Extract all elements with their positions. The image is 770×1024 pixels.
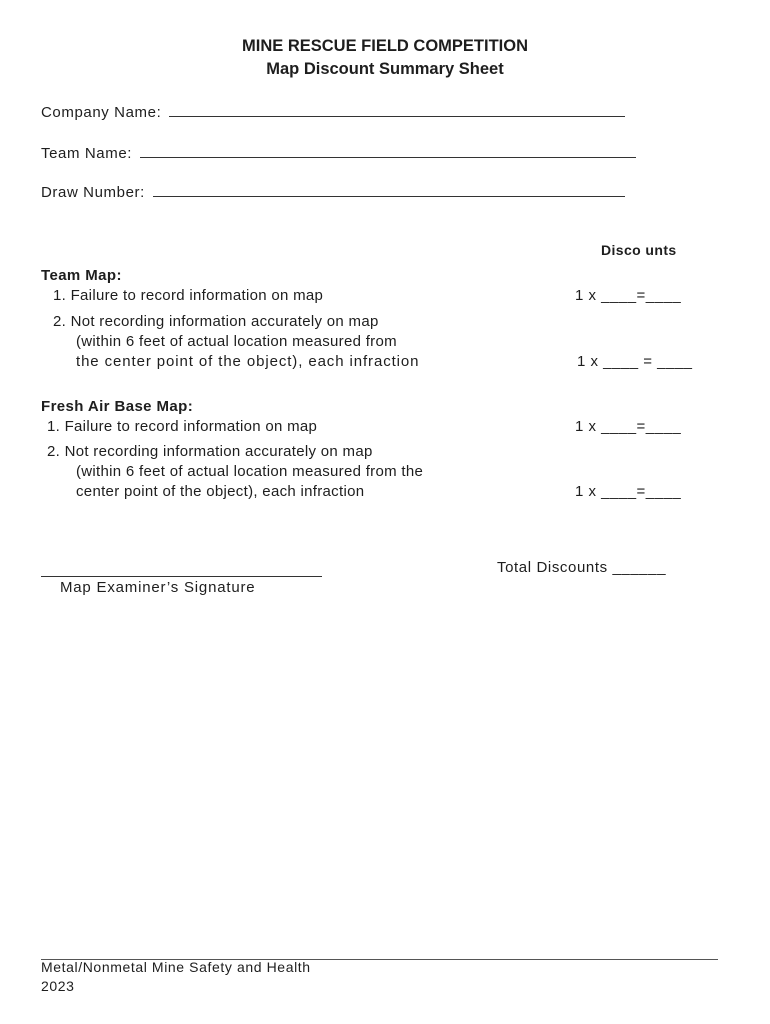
signature-line[interactable] (41, 576, 322, 577)
team-map-item-1-calc[interactable]: 1 x ____=____ (575, 287, 682, 304)
fresh-air-map-heading: Fresh Air Base Map: (41, 398, 194, 415)
fresh-air-map-item-2-line-2: (within 6 feet of actual location measured from the (76, 463, 424, 480)
document-title: MINE RESCUE FIELD COMPETITION (241, 37, 528, 55)
total-discounts[interactable]: Total Discounts ______ (497, 559, 667, 576)
team-map-item-2-line-1: 2. Not recording information accurately on map (53, 313, 379, 330)
company-name-line[interactable] (169, 102, 625, 117)
fresh-air-map-item-2-line-3: center point of the object), each infraction (76, 483, 365, 500)
team-map-item-1: 1. Failure to record information on map (53, 287, 324, 304)
team-map-item-2-line-2: (within 6 feet of actual location measured from (76, 333, 397, 350)
fresh-air-map-item-1-calc[interactable]: 1 x ____=____ (575, 418, 682, 435)
footer-org: Metal/Nonmetal Mine Safety and Health (41, 959, 311, 975)
company-name-field[interactable] (41, 102, 625, 121)
draw-number-field[interactable] (41, 182, 625, 201)
team-name-line[interactable] (140, 143, 636, 158)
draw-number-line[interactable] (153, 182, 625, 197)
discounts-header: Disco unts (601, 242, 677, 258)
fresh-air-map-item-1: 1. Failure to record information on map (47, 418, 318, 435)
fresh-air-map-item-2-calc[interactable]: 1 x ____=____ (575, 483, 682, 500)
signature-label: Map Examiner’s Signature (60, 579, 256, 596)
team-name-field[interactable] (41, 143, 636, 162)
team-name-label: Team Name: (41, 145, 133, 162)
fresh-air-map-item-2-line-1: 2. Not recording information accurately on map (47, 443, 373, 460)
footer-year: 2023 (41, 978, 75, 994)
document-subtitle: Map Discount Summary Sheet (266, 60, 504, 78)
draw-number-label: Draw Number: (41, 184, 145, 201)
team-map-heading: Team Map: (41, 267, 122, 284)
company-name-label: Company Name: (41, 104, 162, 121)
team-map-item-2-line-3: the center point of the object), each infraction (76, 353, 420, 370)
team-map-item-2-calc[interactable]: 1 x ____ = ____ (577, 353, 693, 370)
